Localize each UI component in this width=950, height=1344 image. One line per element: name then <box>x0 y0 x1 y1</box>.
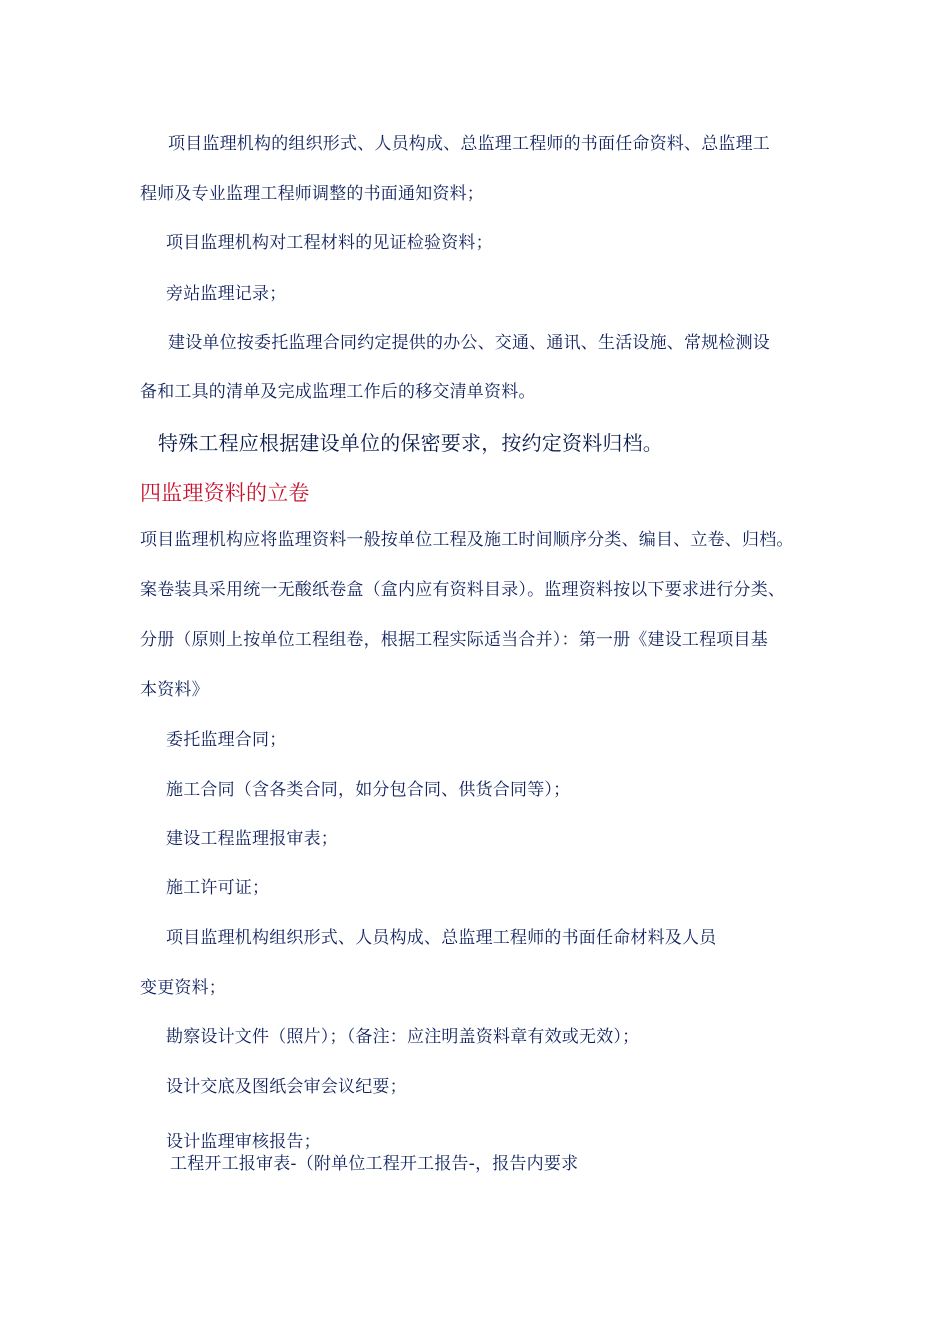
paragraph-line: 项目监理机构对工程材料的见证检验资料； <box>166 233 493 253</box>
list-item: 施工许可证； <box>166 878 270 898</box>
list-item: 设计交底及图纸会审会议纪要； <box>166 1077 407 1097</box>
paragraph-line: 程师及专业监理工程师调整的书面通知资料； <box>140 184 484 204</box>
list-item: 施工合同（含各类合同，如分包合同、供货合同等）； <box>166 780 571 800</box>
paragraph-line: 建设单位按委托监理合同约定提供的办公、交通、通讯、生活设施、常规检测设 <box>168 333 770 353</box>
paragraph-line: 备和工具的清单及完成监理工作后的移交清单资料。 <box>140 382 536 402</box>
list-item: 建设工程监理报审表； <box>166 829 338 849</box>
paragraph-line: 项目监理机构应将监理资料一般按单位工程及施工时间顺序分类、编目、立卷、归档。 <box>140 530 794 550</box>
paragraph-line: 旁站监理记录； <box>166 284 287 304</box>
list-item: 委托监理合同； <box>166 730 287 750</box>
section-heading: 四监理资料的立卷 <box>140 481 310 505</box>
paragraph-line: 案卷装具采用统一无酸纸卷盒（盒内应有资料目录）。监理资料按以下要求进行分类、 <box>140 580 786 600</box>
list-item: 项目监理机构组织形式、人员构成、总监理工程师的书面任命材料及人员 <box>166 928 717 948</box>
list-item: 勘察设计文件（照片）；（备注：应注明盖资料章有效或无效）； <box>166 1027 640 1047</box>
list-item-continuation: 变更资料； <box>140 978 226 998</box>
list-item: 设计监理审核报告； <box>166 1132 321 1152</box>
paragraph-line: 项目监理机构的组织形式、人员构成、总监理工程师的书面任命资料、总监理工 <box>168 134 770 154</box>
paragraph-line: 本资料》 <box>140 680 209 700</box>
list-item: 工程开工报审表-（附单位工程开工报告-，报告内要求 <box>170 1154 579 1174</box>
paragraph-line: 分册（原则上按单位工程组卷，根据工程实际适当合并）：第一册《建设工程项目基 <box>140 630 768 650</box>
special-note: 特殊工程应根据建设单位的保密要求，按约定资料归档。 <box>158 431 663 455</box>
